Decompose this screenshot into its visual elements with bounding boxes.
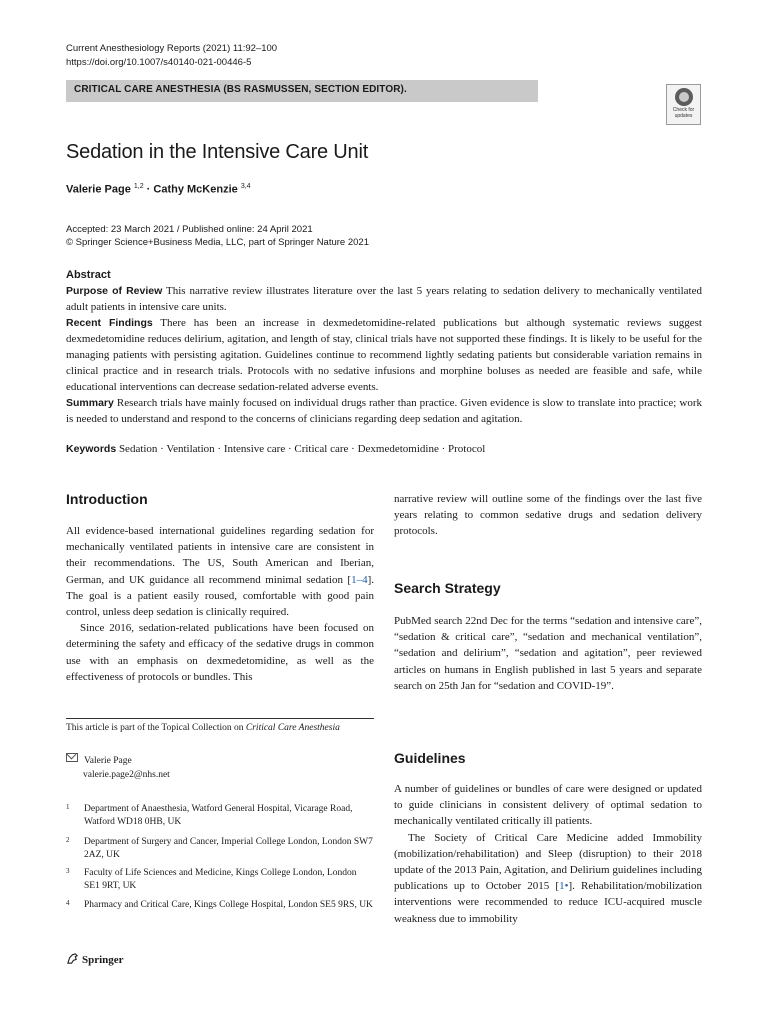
paragraph-text: ]. Rehabilitation/mobilization interventions were recommended to reduce ICU-acquired muscle weakness due to immobility <box>394 880 702 925</box>
affiliation-text: Pharmacy and Critical Care, Kings College Hospital, London SE5 9RS, UK <box>84 900 373 910</box>
abstract-purpose-text: This narrative review illustrates literature over the last 5 years relating to sedation delivery to mechanically ventilated adult patients in intensive care units. <box>66 285 702 313</box>
abstract-summary <box>66 395 702 427</box>
introduction-paragraph <box>66 523 374 620</box>
author-name[interactable]: Cathy McKenzie <box>153 183 238 196</box>
corresponding-author: Valerie Page <box>84 756 132 766</box>
affiliation-text: Faculty of Life Sciences and Medicine, Kings College London, London SE1 9RT, UK <box>84 868 357 891</box>
introduction-heading: Introduction <box>66 491 148 507</box>
article-title: Sedation in the Intensive Care Unit <box>66 141 369 163</box>
author-affiliation-marker: 1,2 <box>133 183 144 190</box>
citation-link[interactable]: 1• <box>559 880 569 893</box>
author-separator: · <box>143 183 154 196</box>
copyright-text: Springer Science+Business Media, LLC, part of Springer Nature 2021 <box>75 237 369 248</box>
topical-prefix: This article is part of the Topical Collection on <box>66 723 246 733</box>
envelope-icon <box>66 753 78 762</box>
publisher-footer <box>66 952 124 966</box>
affiliation-item <box>66 899 374 912</box>
citation-link[interactable]: 1–4 <box>351 573 368 586</box>
keywords-label: Keywords <box>66 443 117 455</box>
paragraph-text: All evidence-based international guidelines regarding sedation for mechanically ventilated patients in intensive care are consistent in their recommendations. The US, South American and Iberian, German, and UK guidance all recommend minimal sedation [ <box>66 525 374 586</box>
affiliation-text: Department of Surgery and Cancer, Imperial College London, London SW7 2AZ, UK <box>84 837 373 860</box>
check-for-updates-badge[interactable] <box>666 84 701 125</box>
article-dates: Accepted: 23 March 2021 / Published online: 24 April 2021 <box>66 224 313 235</box>
introduction-paragraph: Since 2016, sedation-related publications have been focused on determining the safety and efficacy of the sedative drugs in common use with an emphasis on dexmedetomidine, as well as the effectiveness of protocols or bundles. This <box>66 622 374 683</box>
affiliation-text: Department of Anaesthesia, Watford General Hospital, Vicarage Road, Watford WD18 0HB, UK <box>84 804 353 827</box>
search-strategy-body: PubMed search 22nd Dec for the terms “sedation and intensive care”, “sedation & critical care”, “sedation and mechanical ventilation”, “sedation and delirium”, “sedation and agitation”, peer reviewed articles on humans in English published in last 5 years and separate search on 25th Jan for “sedation and COVID-19”. <box>394 615 702 692</box>
affiliation-number: 3 <box>66 867 70 875</box>
journal-citation: Current Anesthesiology Reports (2021) 11:92–100 <box>66 43 278 54</box>
paragraph-text: ]. The goal is a patient easily roused, comfortable with good pain control, unless deep sedation is clinically required. <box>66 573 374 619</box>
publisher-name: Springer <box>82 954 124 966</box>
guidelines-paragraph <box>394 830 702 927</box>
springer-horse-icon <box>66 952 79 965</box>
topical-collection-name[interactable]: Critical Care Anesthesia <box>245 723 340 733</box>
topical-collection-note <box>66 718 374 733</box>
abstract-summary-label: Summary <box>66 397 114 409</box>
affiliation-number: 4 <box>66 899 70 907</box>
search-strategy-heading: Search Strategy <box>394 580 501 596</box>
copyright-line <box>66 237 369 249</box>
affiliation-number: 1 <box>66 803 70 811</box>
guidelines-paragraph: A number of guidelines or bundles of care were designed or updated to guide clinicians in consistent delivery of optimal sedation to mechanically ventilated critically ill patients. <box>394 783 702 828</box>
abstract-findings <box>66 315 702 395</box>
paragraph-text: The Society of Critical Care Medicine added Immobility (mobilization/rehabilitation) and Sleep (disruption) to their 2018 update of the 2013 Pain, Agitation, and Delirium guidelines including publications up to October 2015 [ <box>394 831 702 893</box>
keywords-text: Sedation · Ventilation · Intensive care · Critical care · Dexmedetomidine · Protocol <box>118 443 486 455</box>
corresponding-email[interactable]: valerie.page2@nhs.net <box>83 770 170 780</box>
section-banner-text: CRITICAL CARE ANESTHESIA (BS RASMUSSEN, SECTION EDITOR). <box>74 84 407 95</box>
abstract-purpose <box>66 283 702 315</box>
author-name[interactable]: Valerie Page <box>66 183 131 196</box>
abstract-heading: Abstract <box>66 269 111 281</box>
correspondence <box>66 753 170 782</box>
abstract <box>66 267 702 427</box>
doi-link[interactable]: https://doi.org/10.1007/s40140-021-00446-5 <box>66 57 252 68</box>
introduction-continued: narrative review will outline some of the findings over the last five years relating to common sedative drugs and sedation delivery protocols. <box>394 493 702 538</box>
abstract-findings-label: Recent Findings <box>66 317 153 329</box>
abstract-summary-text: Research trials have mainly focused on individual drugs rather than practice. Given evidence is slow to translate into practice; work is needed to understand and respond to the concerns of clinicians regarding deep sedation and agitation. <box>66 397 702 425</box>
author-affiliation-marker: 3,4 <box>240 183 251 190</box>
copyright-icon: © <box>66 237 73 248</box>
affiliation-item <box>66 836 374 862</box>
guidelines-body <box>394 781 702 927</box>
abstract-purpose-label: Purpose of Review <box>66 285 163 297</box>
abstract-findings-text: There has been an increase in dexmedetomidine-related publications but although systematic reviews suggest dexmedetomidine reduces delirium, agitation, and length of stay, clinical trials have not supported these findings. It is likely to be useful for the managing patients with persisting agitation. Guidelines continue to recommend lightly sedating patients but considerable variation remains in clinical practice and in research trials. Protocols with no sedative infusions and morphine boluses as needed are feasible and safe, while educational interventions can decrease sedation-related adverse events. <box>66 317 702 393</box>
check-updates-icon <box>675 88 693 106</box>
affiliation-item <box>66 803 374 829</box>
affiliation-item <box>66 867 374 893</box>
introduction-body <box>66 523 374 685</box>
affiliation-number: 2 <box>66 836 70 844</box>
keywords <box>66 443 485 455</box>
section-banner <box>66 80 538 102</box>
check-updates-label: Check for updates <box>672 107 695 119</box>
guidelines-heading: Guidelines <box>394 750 466 766</box>
author-list <box>66 183 251 196</box>
